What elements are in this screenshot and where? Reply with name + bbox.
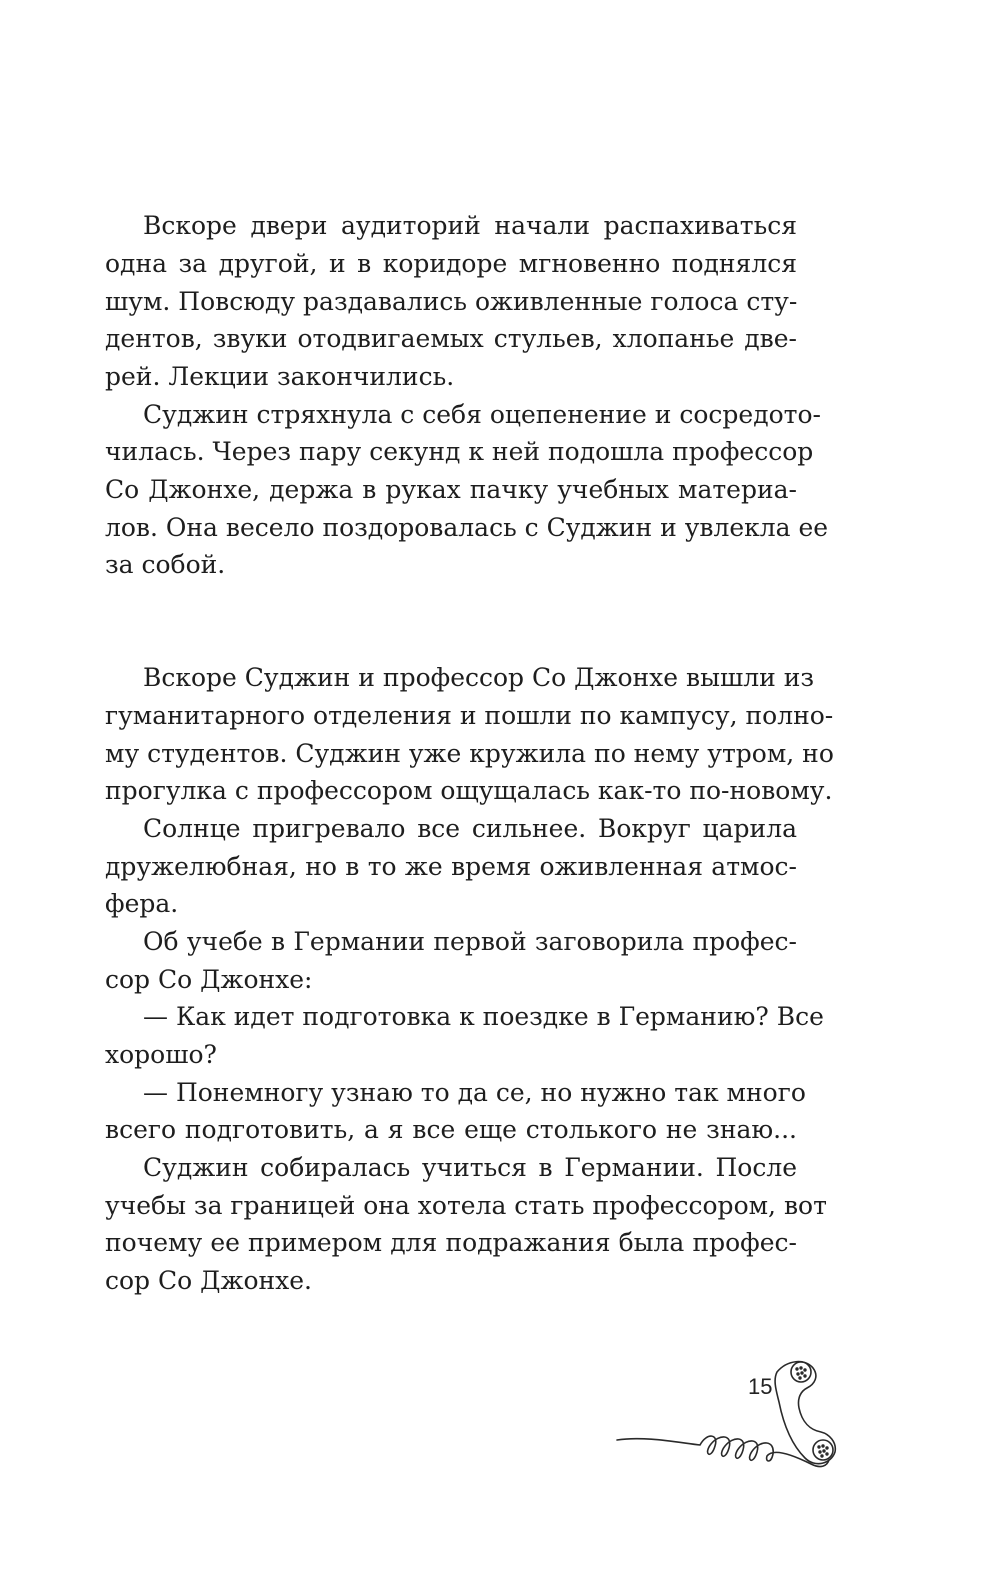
text-line: сор Со Джонхе: [105,965,313,994]
text-line: — Понемногу узнаю то да се, но нужно так много [143,1078,806,1107]
text-line: хорошо? [105,1040,217,1069]
text-line: прогулка с профессором ощущалась как-то по-новому. [105,776,833,805]
telephone-handset-icon [615,1350,855,1500]
text-line: Вскоре Суджин и профессор Со Джонхе вышли из [143,663,814,692]
text-line: фера. [105,889,179,918]
text-line: Об учебе в Германии первой заговорила профес- [143,927,797,956]
text-line: одна за другой, и в коридоре мгновенно поднялся [105,249,797,278]
text-line: чилась. Через пару секунд к ней подошла профессор [105,437,814,466]
text-line: рей. Лекции закончились. [105,362,455,391]
text-line: Со Джонхе, держа в руках пачку учебных материа- [105,475,797,504]
text-line: шум. Повсюду раздавались оживленные голоса сту- [105,287,798,316]
text-line: Солнце пригревало все сильнее. Вокруг царила [143,814,797,843]
text-line: лов. Она весело поздоровалась с Суджин и увлекла ее [105,513,829,542]
text-line: за собой. [105,550,226,579]
text-line: дружелюбная, но в то же время оживленная атмос- [105,852,797,881]
text-line: Вскоре двери аудиторий начали распахиваться [143,211,797,240]
text-line: Суджин стряхнула с себя оцепенение и сосредото- [143,400,821,429]
text-line: — Как идет подготовка к поездке в Германию? Все [143,1002,824,1031]
text-line: учебы за границей она хотела стать профессором, вот [105,1191,827,1220]
text-line: дентов, звуки отодвигаемых стульев, хлопанье две- [105,324,797,353]
text-line: гуманитарного отделения и пошли по кампусу, полно- [105,701,834,730]
text-line: му студентов. Суджин уже кружила по нему утром, но [105,739,834,768]
page-number: 15 [748,1374,773,1399]
text-line: Суджин собиралась учиться в Германии. После [143,1153,797,1182]
text-line: всего подготовить, а я все еще столького не знаю... [105,1115,797,1144]
text-line: почему ее примером для подражания была профес- [105,1228,797,1257]
text-line: сор Со Джонхе. [105,1266,313,1295]
